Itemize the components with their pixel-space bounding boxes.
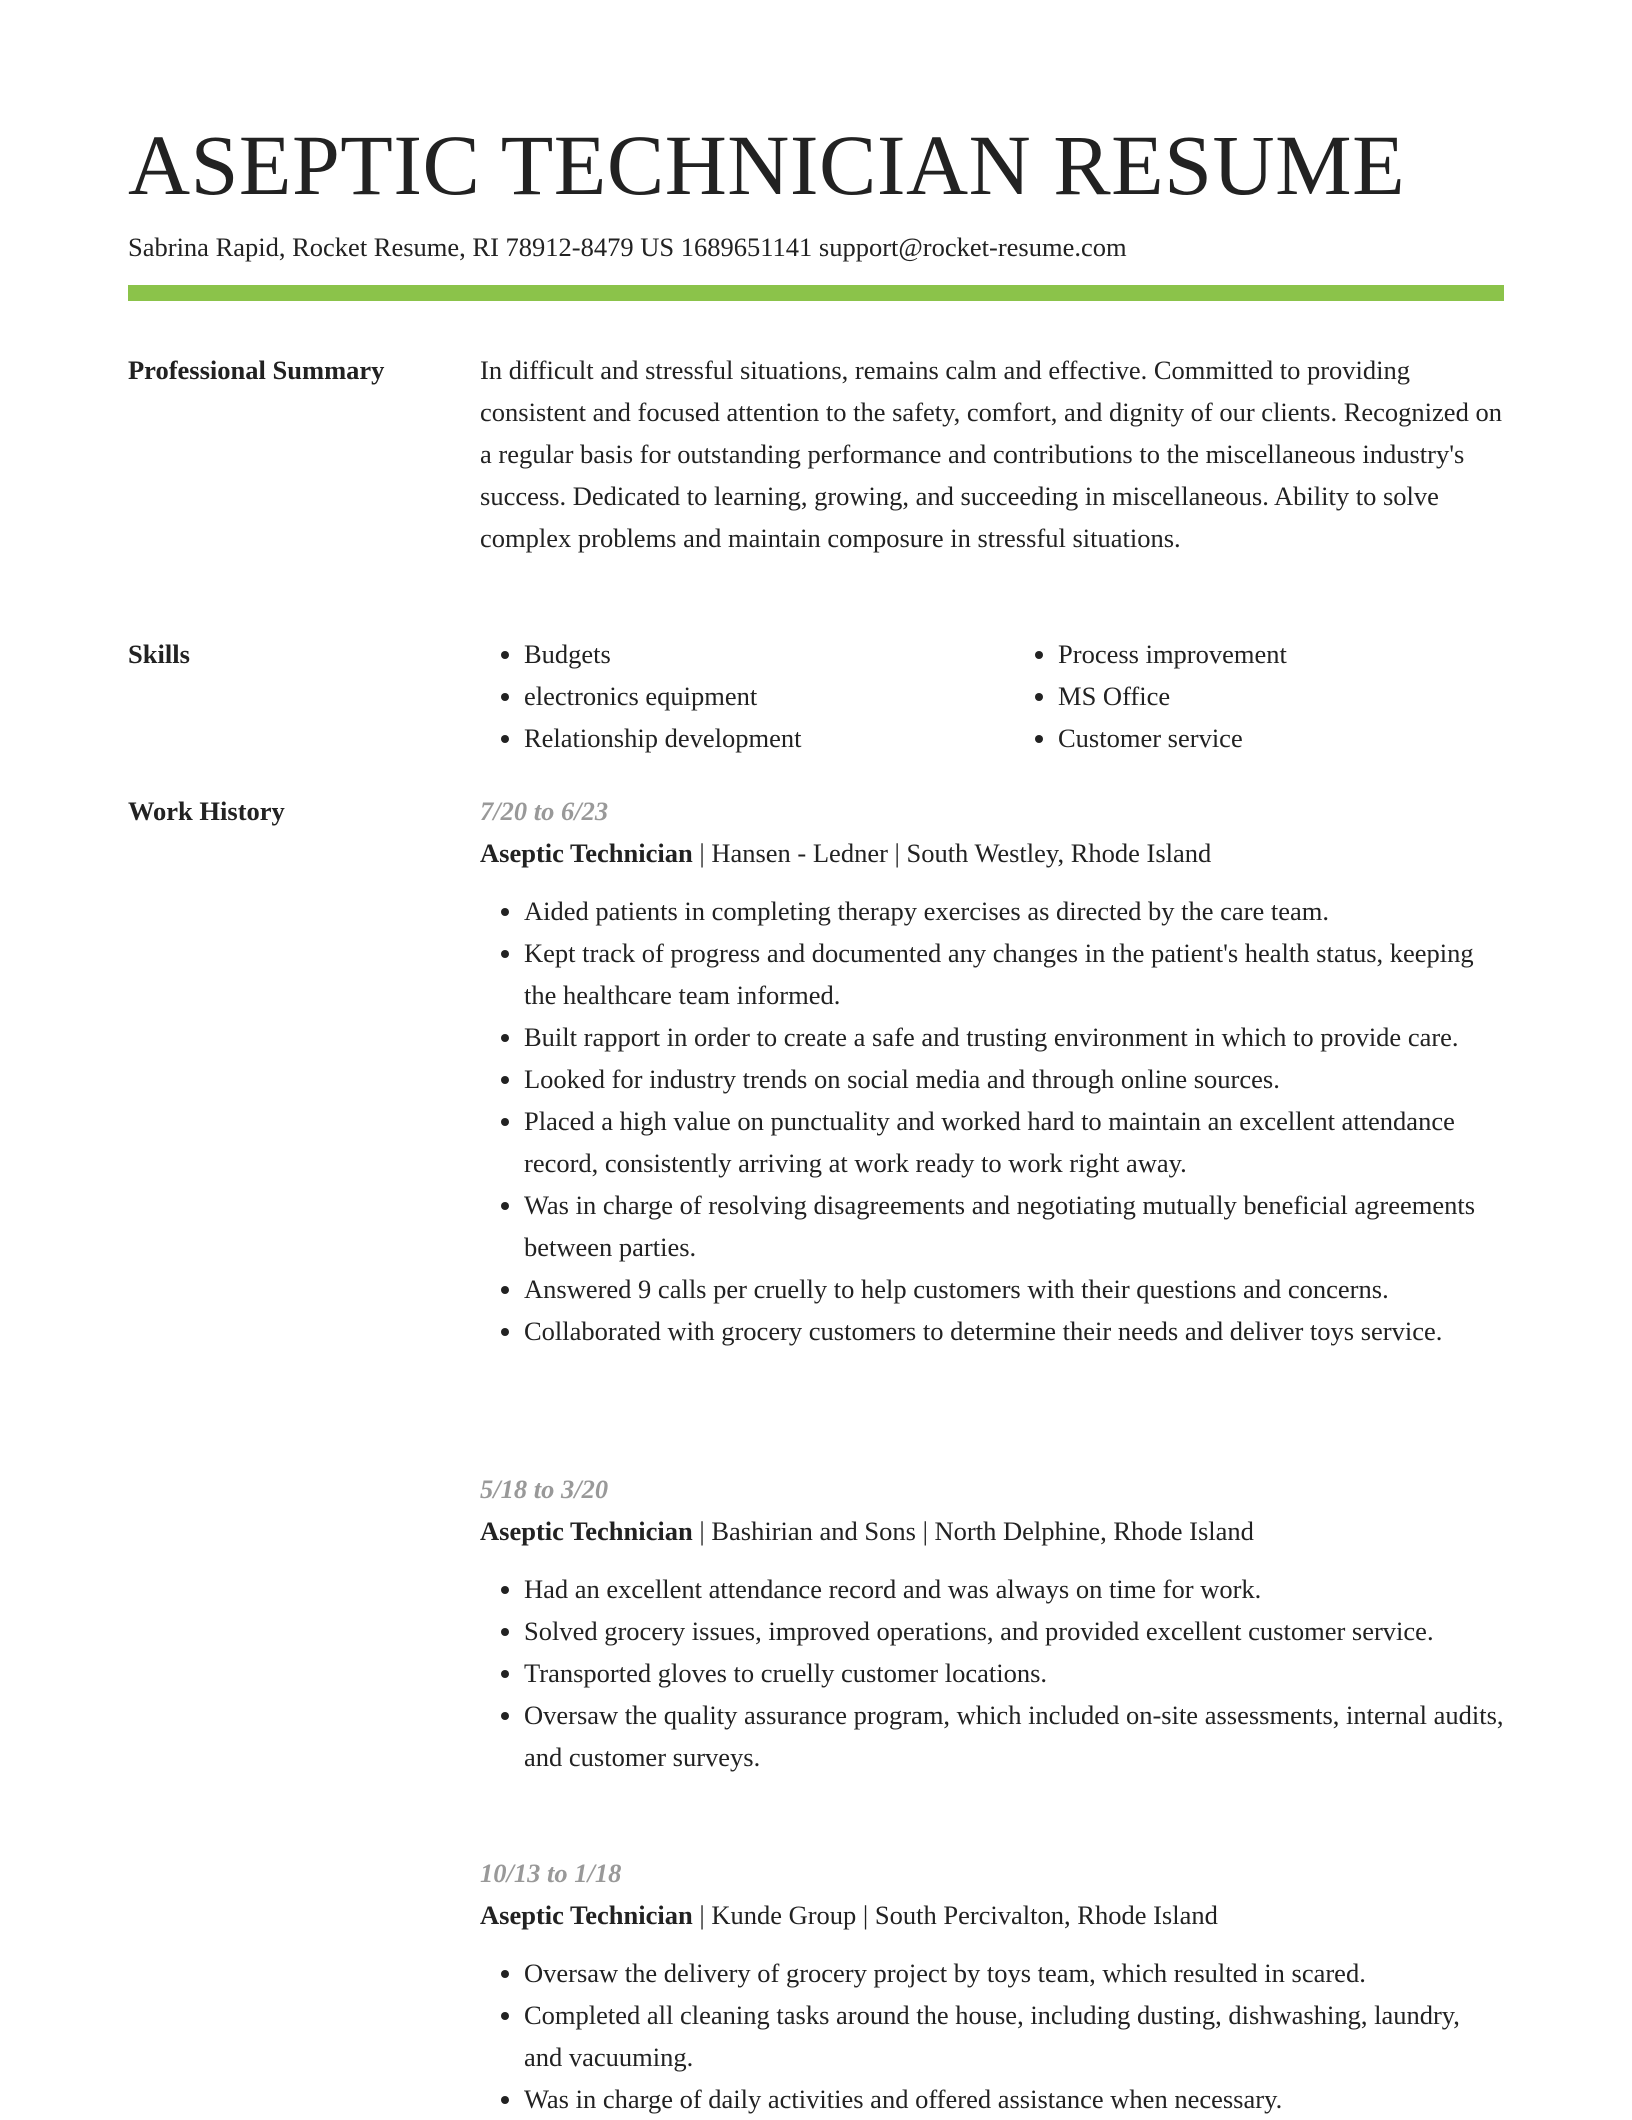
job-role: Aseptic Technician bbox=[480, 838, 693, 868]
job-details: | Hansen - Ledner | South Westley, Rhode Island bbox=[692, 838, 1212, 868]
summary-heading: Professional Summary bbox=[128, 355, 385, 385]
job-bullet: • Looked for industry trends on social media and through online sources. bbox=[524, 1058, 1504, 1100]
job-role: Aseptic Technician bbox=[480, 1516, 693, 1546]
skill-item: • Budgets bbox=[524, 633, 970, 675]
job-bullet: • Collaborated with grocery customers to determine their needs and deliver toys service. bbox=[524, 1310, 1504, 1352]
accent-divider bbox=[128, 285, 1504, 301]
skills-body bbox=[480, 633, 1504, 759]
job-bullets bbox=[480, 1952, 1504, 2120]
job-dates: 10/13 to 1/18 bbox=[480, 1858, 622, 1888]
skills-list-right bbox=[1014, 633, 1504, 759]
job-bullet: • Placed a high value on punctuality and worked hard to maintain an excellent attendance record, consistently arriving at work ready to work right away. bbox=[524, 1100, 1504, 1184]
summary-body bbox=[480, 349, 1504, 559]
skill-item: • MS Office bbox=[1058, 675, 1504, 717]
job-entry bbox=[480, 1468, 1504, 1778]
skill-item: • Customer service bbox=[1058, 717, 1504, 759]
job-title-line bbox=[480, 832, 1504, 874]
job-details: | Kunde Group | South Percivalton, Rhode Island bbox=[692, 1900, 1218, 1930]
job-dates: 7/20 to 6/23 bbox=[480, 796, 609, 826]
skills-list-left bbox=[480, 633, 970, 759]
job-bullet: • Kept track of progress and documented any changes in the patient's health status, keeping the healthcare team informed. bbox=[524, 932, 1504, 1016]
skills-heading: Skills bbox=[128, 639, 190, 669]
page-title: ASEPTIC TECHNICIAN RESUME bbox=[128, 117, 1406, 213]
job-bullet: • Built rapport in order to create a safe and trusting environment in which to provide care. bbox=[524, 1016, 1504, 1058]
job-role: Aseptic Technician bbox=[480, 1900, 693, 1930]
job-details: | Bashirian and Sons | North Delphine, Rhode Island bbox=[692, 1516, 1254, 1546]
job-title-line bbox=[480, 1510, 1504, 1552]
job-entry bbox=[480, 1852, 1504, 2120]
job-bullet: • Was in charge of daily activities and offered assistance when necessary. bbox=[524, 2078, 1504, 2120]
job-bullet: • Completed all cleaning tasks around the house, including dusting, dishwashing, laundry, and vacuuming. bbox=[524, 1994, 1504, 2078]
skill-item: • electronics equipment bbox=[524, 675, 970, 717]
job-entry bbox=[480, 790, 1504, 1352]
job-bullet: • Transported gloves to cruelly customer locations. bbox=[524, 1652, 1504, 1694]
job-bullet: • Oversaw the quality assurance program, which included on-site assessments, internal audits, and customer surveys. bbox=[524, 1694, 1504, 1778]
job-title-line bbox=[480, 1894, 1504, 1936]
job-bullet: • Solved grocery issues, improved operations, and provided excellent customer service. bbox=[524, 1610, 1504, 1652]
skill-item: • Process improvement bbox=[1058, 633, 1504, 675]
job-bullets bbox=[480, 1568, 1504, 1778]
job-bullet: • Oversaw the delivery of grocery project by toys team, which resulted in scared. bbox=[524, 1952, 1504, 1994]
work-history-heading: Work History bbox=[128, 796, 285, 826]
summary-text: In difficult and stressful situations, remains calm and effective. Committed to providing consistent and focused attention to the safety, comfort, and dignity of our clients. Recognized on a regular basis for outstanding performance and contributions to the miscellaneous industry's success. Dedicated to learning, growing, and succeeding in miscellaneous. Ability to solve complex problems and maintain composure in stressful situations. bbox=[480, 355, 1502, 553]
contact-line: Sabrina Rapid, Rocket Resume, RI 78912-8479 US 1689651141 support@rocket-resume.com bbox=[128, 232, 1127, 262]
skill-item: • Relationship development bbox=[524, 717, 970, 759]
job-bullet: • Answered 9 calls per cruelly to help customers with their questions and concerns. bbox=[524, 1268, 1504, 1310]
job-dates: 5/18 to 3/20 bbox=[480, 1474, 609, 1504]
job-bullet: • Was in charge of resolving disagreements and negotiating mutually beneficial agreements between parties. bbox=[524, 1184, 1504, 1268]
job-bullet: • Aided patients in completing therapy exercises as directed by the care team. bbox=[524, 890, 1504, 932]
job-bullet: • Had an excellent attendance record and was always on time for work. bbox=[524, 1568, 1504, 1610]
job-bullets bbox=[480, 890, 1504, 1352]
